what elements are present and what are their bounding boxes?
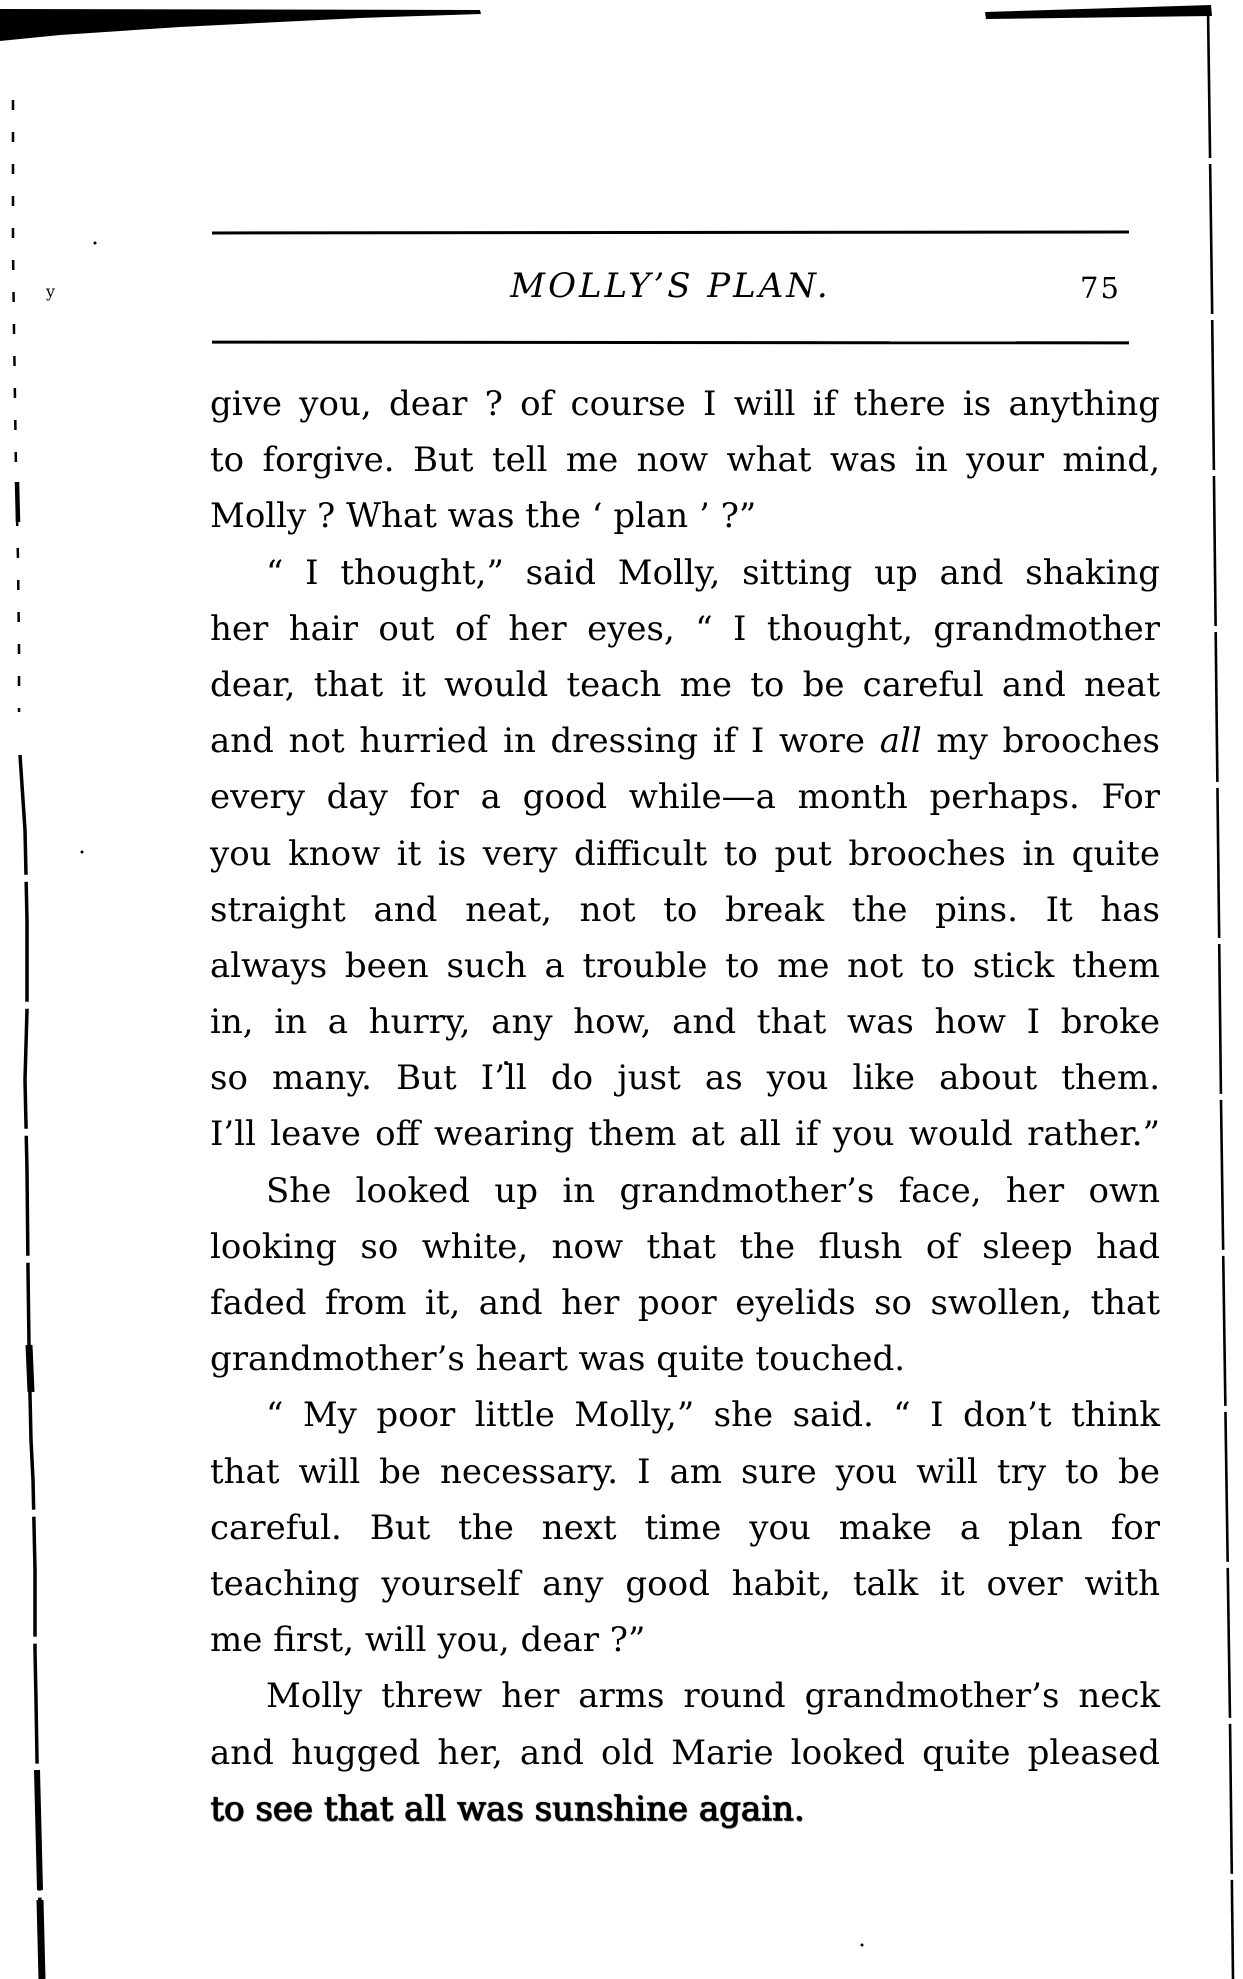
text-line: her hair out of her eyes, “ I thought, grandmother — [210, 608, 1160, 649]
scan-gutter-blotch-2 — [29, 1345, 31, 1392]
text-line: and not hurried in dressing if I wore all my brooches — [210, 721, 1161, 762]
running-head — [212, 266, 1129, 306]
text-line: dear, that it would teach me to be careful and neat — [210, 664, 1160, 705]
text-line: Molly ? What was the ‘ plan ’ ?” — [210, 496, 757, 537]
margin-mark: y — [46, 282, 56, 301]
text-line: in, in a hurry, any how, and that was how I broke — [210, 1002, 1160, 1043]
scan-gutter-blotch-3 — [37, 1770, 40, 1890]
scan-smudge-top-left-icon — [0, 9, 481, 41]
text-line: I’ll leave off wearing them at all if you would rather.” — [210, 1114, 1160, 1155]
text-line: you know it is very difficult to put brooches in quite — [210, 833, 1160, 874]
scan-speck-2 — [81, 851, 84, 854]
text-line: that will be necessary. I am sure you will try to be — [210, 1451, 1160, 1492]
text-line: straight and neat, not to break the pins. It has — [210, 889, 1160, 930]
text-line: “ My poor little Molly,” she said. “ I don’t think — [266, 1395, 1160, 1436]
text-line: “ I thought,” said Molly, sitting up and shaking — [266, 552, 1160, 593]
text-line: to forgive. But tell me now what was in your mind, — [210, 440, 1160, 481]
scan-smudge-top-right-icon — [985, 5, 1212, 19]
text-line: and hugged her, and old Marie looked quite pleased — [210, 1732, 1160, 1773]
text-line: me first, will you, dear ?” — [210, 1620, 646, 1661]
text-line: She looked up in grandmother’s face, her own — [266, 1170, 1160, 1211]
page-title: MOLLY’S PLAN. — [510, 266, 831, 306]
scan-right-edge-line — [1208, 8, 1233, 1979]
text-line: careful. But the next time you make a plan for — [210, 1507, 1160, 1548]
body-text — [210, 376, 1160, 1837]
text-line: grandmother’s heart was quite touched. — [210, 1339, 906, 1380]
text-line: give you, dear ? of course I will if there is anything — [210, 384, 1160, 424]
text-line: to see that all was sunshine again. — [210, 1788, 805, 1829]
text-line: so many. But I’ll do just as you like about them. — [210, 1058, 1160, 1099]
scan-speck-4 — [861, 1944, 864, 1947]
text-line: looking so white, now that the flush of sleep had — [210, 1226, 1160, 1267]
text-line: Molly threw her arms round grandmother’s neck — [266, 1676, 1160, 1717]
text-line: faded from it, and her poor eyelids so swollen, that — [210, 1283, 1160, 1323]
text-line: teaching yourself any good habit, talk it over with — [210, 1563, 1160, 1604]
text-line: always been such a trouble to me not to stick them — [210, 945, 1160, 986]
scan-speck-1 — [94, 242, 97, 245]
scan-gutter-blotch-4 — [40, 1900, 42, 1979]
page-number: 75 — [1080, 271, 1121, 305]
scan-left-gutter-line-upper — [13, 100, 19, 712]
scan-gutter-blotch-1 — [17, 482, 18, 522]
text-line: every day for a good while—a month perhaps. For — [210, 777, 1160, 818]
